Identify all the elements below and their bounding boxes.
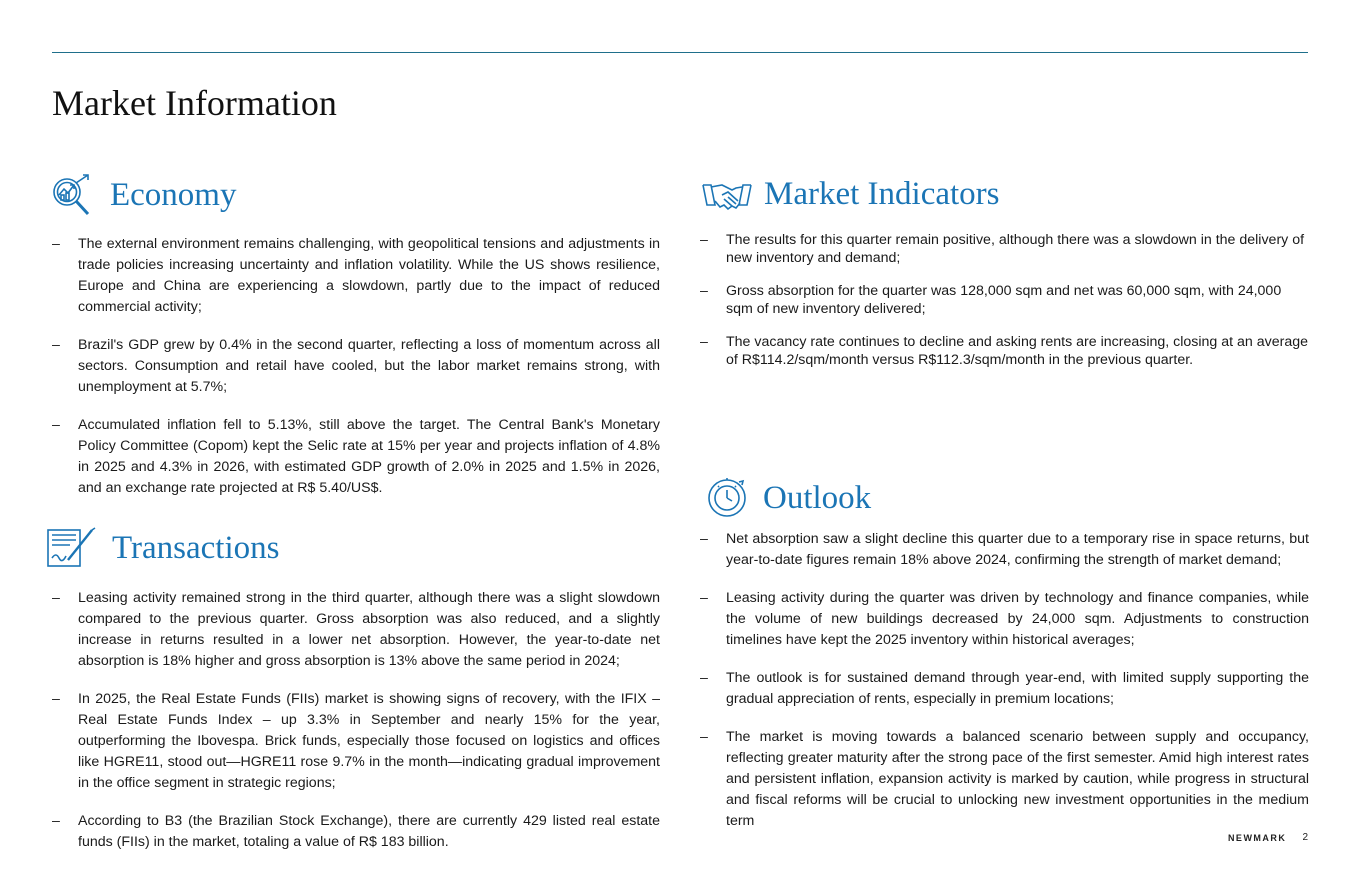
stopwatch-icon <box>706 476 748 520</box>
market-indicators-section-header <box>702 176 1000 213</box>
list-item: – Gross absorption for the quarter was 128,000 sqm and net was 60,000 sqm, with 24,000 sqm of new inventory delivered; <box>700 283 1310 318</box>
transactions-bullet-list <box>52 588 660 870</box>
list-item: – In 2025, the Real Estate Funds (FIIs) market is showing signs of recovery, with the IFIX – Real Estate Funds Index – up 3.3% in September and nearly 15% for the year, outperforming the Ibovespa. Brick funds, especially those focused on logistics and offices like HGRE11, stood out—HGRE11 rose 9.7% in the month—indicating gradual improvement in the office segment in strategic regions; <box>52 689 660 794</box>
outlook-heading: Outlook <box>763 479 872 516</box>
list-item: – The outlook is for sustained demand through year-end, with limited supply supporting the gradual appreciation of rents, especially in premium locations; <box>700 668 1309 710</box>
economy-magnifier-chart-icon <box>50 172 96 218</box>
contract-signature-icon <box>46 526 98 570</box>
list-item: – Leasing activity remained strong in the third quarter, although there was a slight slowdown compared to the previous quarter. Gross absorption was also reduced, and a slightly increase in returns resulted in a lower net absorption. However, the year-to-date net absorption is 18% higher and gross absorption is 13% above the same period in 2024; <box>52 588 660 672</box>
transactions-section-header <box>46 526 279 570</box>
transactions-heading: Transactions <box>112 529 280 566</box>
market-indicators-bullet-list <box>700 232 1310 385</box>
list-item: – The vacancy rate continues to decline and asking rents are increasing, closing at an average of R$114.2/sqm/month versus R$112.3/sqm/month in the previous quarter. <box>700 334 1310 369</box>
list-item: – Leasing activity during the quarter was driven by technology and finance companies, while the volume of new buildings decreased by 24,000 sqm. Adjustments to construction timelines have kept the 2025 inventory within historical averages; <box>700 588 1309 651</box>
page-footer <box>1228 832 1308 843</box>
brand-logo: NEWMARK <box>1227 832 1287 843</box>
list-item: – The external environment remains challenging, with geopolitical tensions and adjustments in trade policies increasing uncertainty and inflation volatility. While the US shows resilience, Europe and China are experiencing a slowdown, partly due to the impact of reduced commercial activity; <box>52 234 660 318</box>
outlook-bullet-list <box>700 529 1309 832</box>
page-number: 2 <box>1302 832 1308 843</box>
page-title: Market Information <box>52 83 337 123</box>
list-item: – Net absorption saw a slight decline this quarter due to a temporary rise in space returns, but year-to-date figures remain 18% above 2024, confirming the strength of market demand; <box>700 529 1309 571</box>
outlook-section-header <box>706 476 871 520</box>
market-indicators-heading: Market Indicators <box>764 176 1000 212</box>
list-item: – The market is moving towards a balanced scenario between supply and occupancy, reflecting greater maturity after the strong pace of the first semester. Amid high interest rates and persistent inflation, expansion activity is marked by caution, while progress in structural and fiscal reforms will be crucial to unlocking new investment opportunities in the medium term <box>700 727 1309 832</box>
economy-bullet-list <box>52 234 660 516</box>
list-item: – The results for this quarter remain positive, although there was a slowdown in the delivery of new inventory and demand; <box>700 232 1310 267</box>
economy-section-header <box>50 172 236 218</box>
list-item: – According to B3 (the Brazilian Stock Exchange), there are currently 429 listed real estate funds (FIIs) in the market, totaling a value of R$ 183 billion. <box>52 811 660 853</box>
top-divider <box>52 52 1308 53</box>
handshake-icon <box>702 177 752 213</box>
list-item: – Accumulated inflation fell to 5.13%, still above the target. The Central Bank's Monetary Policy Committee (Copom) kept the Selic rate at 15% per year and projects inflation of 4.8% in 2025 and 4.3% in 2026, with estimated GDP growth of 2.0% in 2025 and 1.5% in 2026, and an exchange rate projected at R$ 5.40/US$. <box>52 415 660 499</box>
list-item: – Brazil's GDP grew by 0.4% in the second quarter, reflecting a loss of momentum across all sectors. Consumption and retail have cooled, but the labor market remains strong, with unemployment at 5.7%; <box>52 335 660 398</box>
economy-heading: Economy <box>110 176 237 213</box>
